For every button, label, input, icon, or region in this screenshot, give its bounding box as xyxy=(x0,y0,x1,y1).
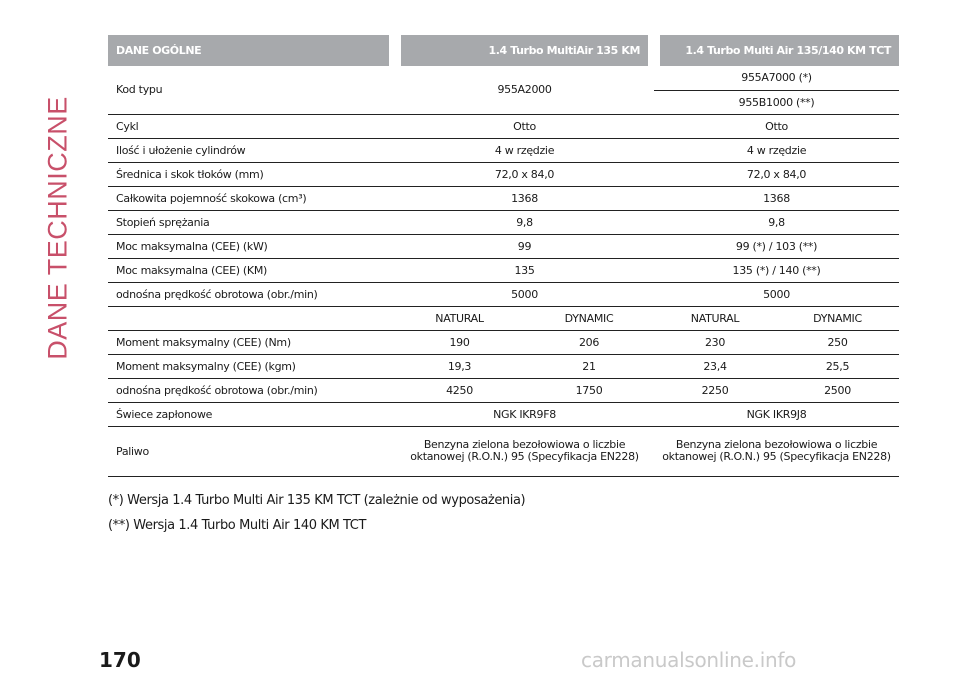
mode-label: NATURAL xyxy=(395,306,524,330)
cell-value: 955A7000 (*) xyxy=(654,66,899,90)
table-row xyxy=(108,210,899,234)
cell-value: 5000 xyxy=(395,282,654,306)
row-label: Stopień sprężania xyxy=(108,210,395,234)
header-general: DANE OGÓLNE xyxy=(108,35,395,66)
page-number: 170 xyxy=(99,648,141,672)
cell-value: 2250 xyxy=(654,378,776,402)
cell-value: 21 xyxy=(524,354,654,378)
table-row xyxy=(108,258,899,282)
row-label: Świece zapłonowe xyxy=(108,402,395,426)
table-row xyxy=(108,354,899,378)
cell-value: NGK IKR9J8 xyxy=(654,402,899,426)
cell-value: 1368 xyxy=(395,186,654,210)
table-row xyxy=(108,378,899,402)
table-row xyxy=(108,330,899,354)
cell-value: 4 w rzędzie xyxy=(654,138,899,162)
row-label: Średnica i skok tłoków (mm) xyxy=(108,162,395,186)
header-version-tct: 1.4 Turbo Multi Air 135/140 KM TCT xyxy=(654,35,899,66)
table-row-modes xyxy=(108,306,899,330)
table-row xyxy=(108,162,899,186)
table-row xyxy=(108,66,899,90)
cell-value: 190 xyxy=(395,330,524,354)
cell-value: 25,5 xyxy=(776,354,899,378)
cell-value: 250 xyxy=(776,330,899,354)
cell-value: 19,3 xyxy=(395,354,524,378)
cell-value: 4250 xyxy=(395,378,524,402)
section-side-title: DANE TECHNICZNE xyxy=(42,96,73,360)
row-label: Całkowita pojemność skokowa (cm³) xyxy=(108,186,395,210)
cell-value: Benzyna zielona bezołowiowa o liczbie oktanowej (R.O.N.) 95 (Specyfikacja EN228) xyxy=(654,426,899,476)
table-row xyxy=(108,138,899,162)
header-version-135: 1.4 Turbo MultiAir 135 KM xyxy=(395,35,654,66)
table-row xyxy=(108,426,899,476)
cell-value: 1750 xyxy=(524,378,654,402)
mode-label: DYNAMIC xyxy=(524,306,654,330)
cell-value: 99 (*) / 103 (**) xyxy=(654,234,899,258)
footnotes xyxy=(108,493,525,543)
row-label: Paliwo xyxy=(108,426,395,476)
row-label: Moc maksymalna (CEE) (KM) xyxy=(108,258,395,282)
footnote-1: (*) Wersja 1.4 Turbo Multi Air 135 KM TCT (zależnie od wyposażenia) xyxy=(108,493,526,508)
cell-value: NGK IKR9F8 xyxy=(395,402,654,426)
cell-value: 206 xyxy=(524,330,654,354)
mode-label: NATURAL xyxy=(654,306,776,330)
cell-value: 955A2000 xyxy=(395,66,654,114)
cell-value: 99 xyxy=(395,234,654,258)
table-row xyxy=(108,282,899,306)
cell-value: 9,8 xyxy=(654,210,899,234)
cell-value: 135 xyxy=(395,258,654,282)
table-header-row xyxy=(108,35,899,66)
cell-value: Benzyna zielona bezołowiowa o liczbie oktanowej (R.O.N.) 95 (Specyfikacja EN228) xyxy=(395,426,654,476)
cell-value: Otto xyxy=(654,114,899,138)
table-row xyxy=(108,186,899,210)
cell-value: 72,0 x 84,0 xyxy=(654,162,899,186)
cell-value: 4 w rzędzie xyxy=(395,138,654,162)
row-label-empty xyxy=(108,306,395,330)
row-label: odnośna prędkość obrotowa (obr./min) xyxy=(108,378,395,402)
cell-value: 9,8 xyxy=(395,210,654,234)
cell-value: 955B1000 (**) xyxy=(654,90,899,114)
table-row xyxy=(108,234,899,258)
table-row xyxy=(108,402,899,426)
mode-label: DYNAMIC xyxy=(776,306,899,330)
cell-value: 135 (*) / 140 (**) xyxy=(654,258,899,282)
cell-value: 72,0 x 84,0 xyxy=(395,162,654,186)
footnote-2: (**) Wersja 1.4 Turbo Multi Air 140 KM TCT xyxy=(108,518,366,533)
row-label: Kod typu xyxy=(108,66,395,114)
cell-value: 5000 xyxy=(654,282,899,306)
engine-spec-table xyxy=(108,35,899,477)
cell-value: 2500 xyxy=(776,378,899,402)
cell-value: 1368 xyxy=(654,186,899,210)
table-row xyxy=(108,114,899,138)
cell-value: 230 xyxy=(654,330,776,354)
row-label: Ilość i ułożenie cylindrów xyxy=(108,138,395,162)
row-label: odnośna prędkość obrotowa (obr./min) xyxy=(108,282,395,306)
row-label: Moment maksymalny (CEE) (Nm) xyxy=(108,330,395,354)
row-label: Moment maksymalny (CEE) (kgm) xyxy=(108,354,395,378)
row-label: Moc maksymalna (CEE) (kW) xyxy=(108,234,395,258)
row-label: Cykl xyxy=(108,114,395,138)
cell-value: 23,4 xyxy=(654,354,776,378)
cell-value: Otto xyxy=(395,114,654,138)
watermark-text: carmanualsonline.info xyxy=(581,648,797,672)
